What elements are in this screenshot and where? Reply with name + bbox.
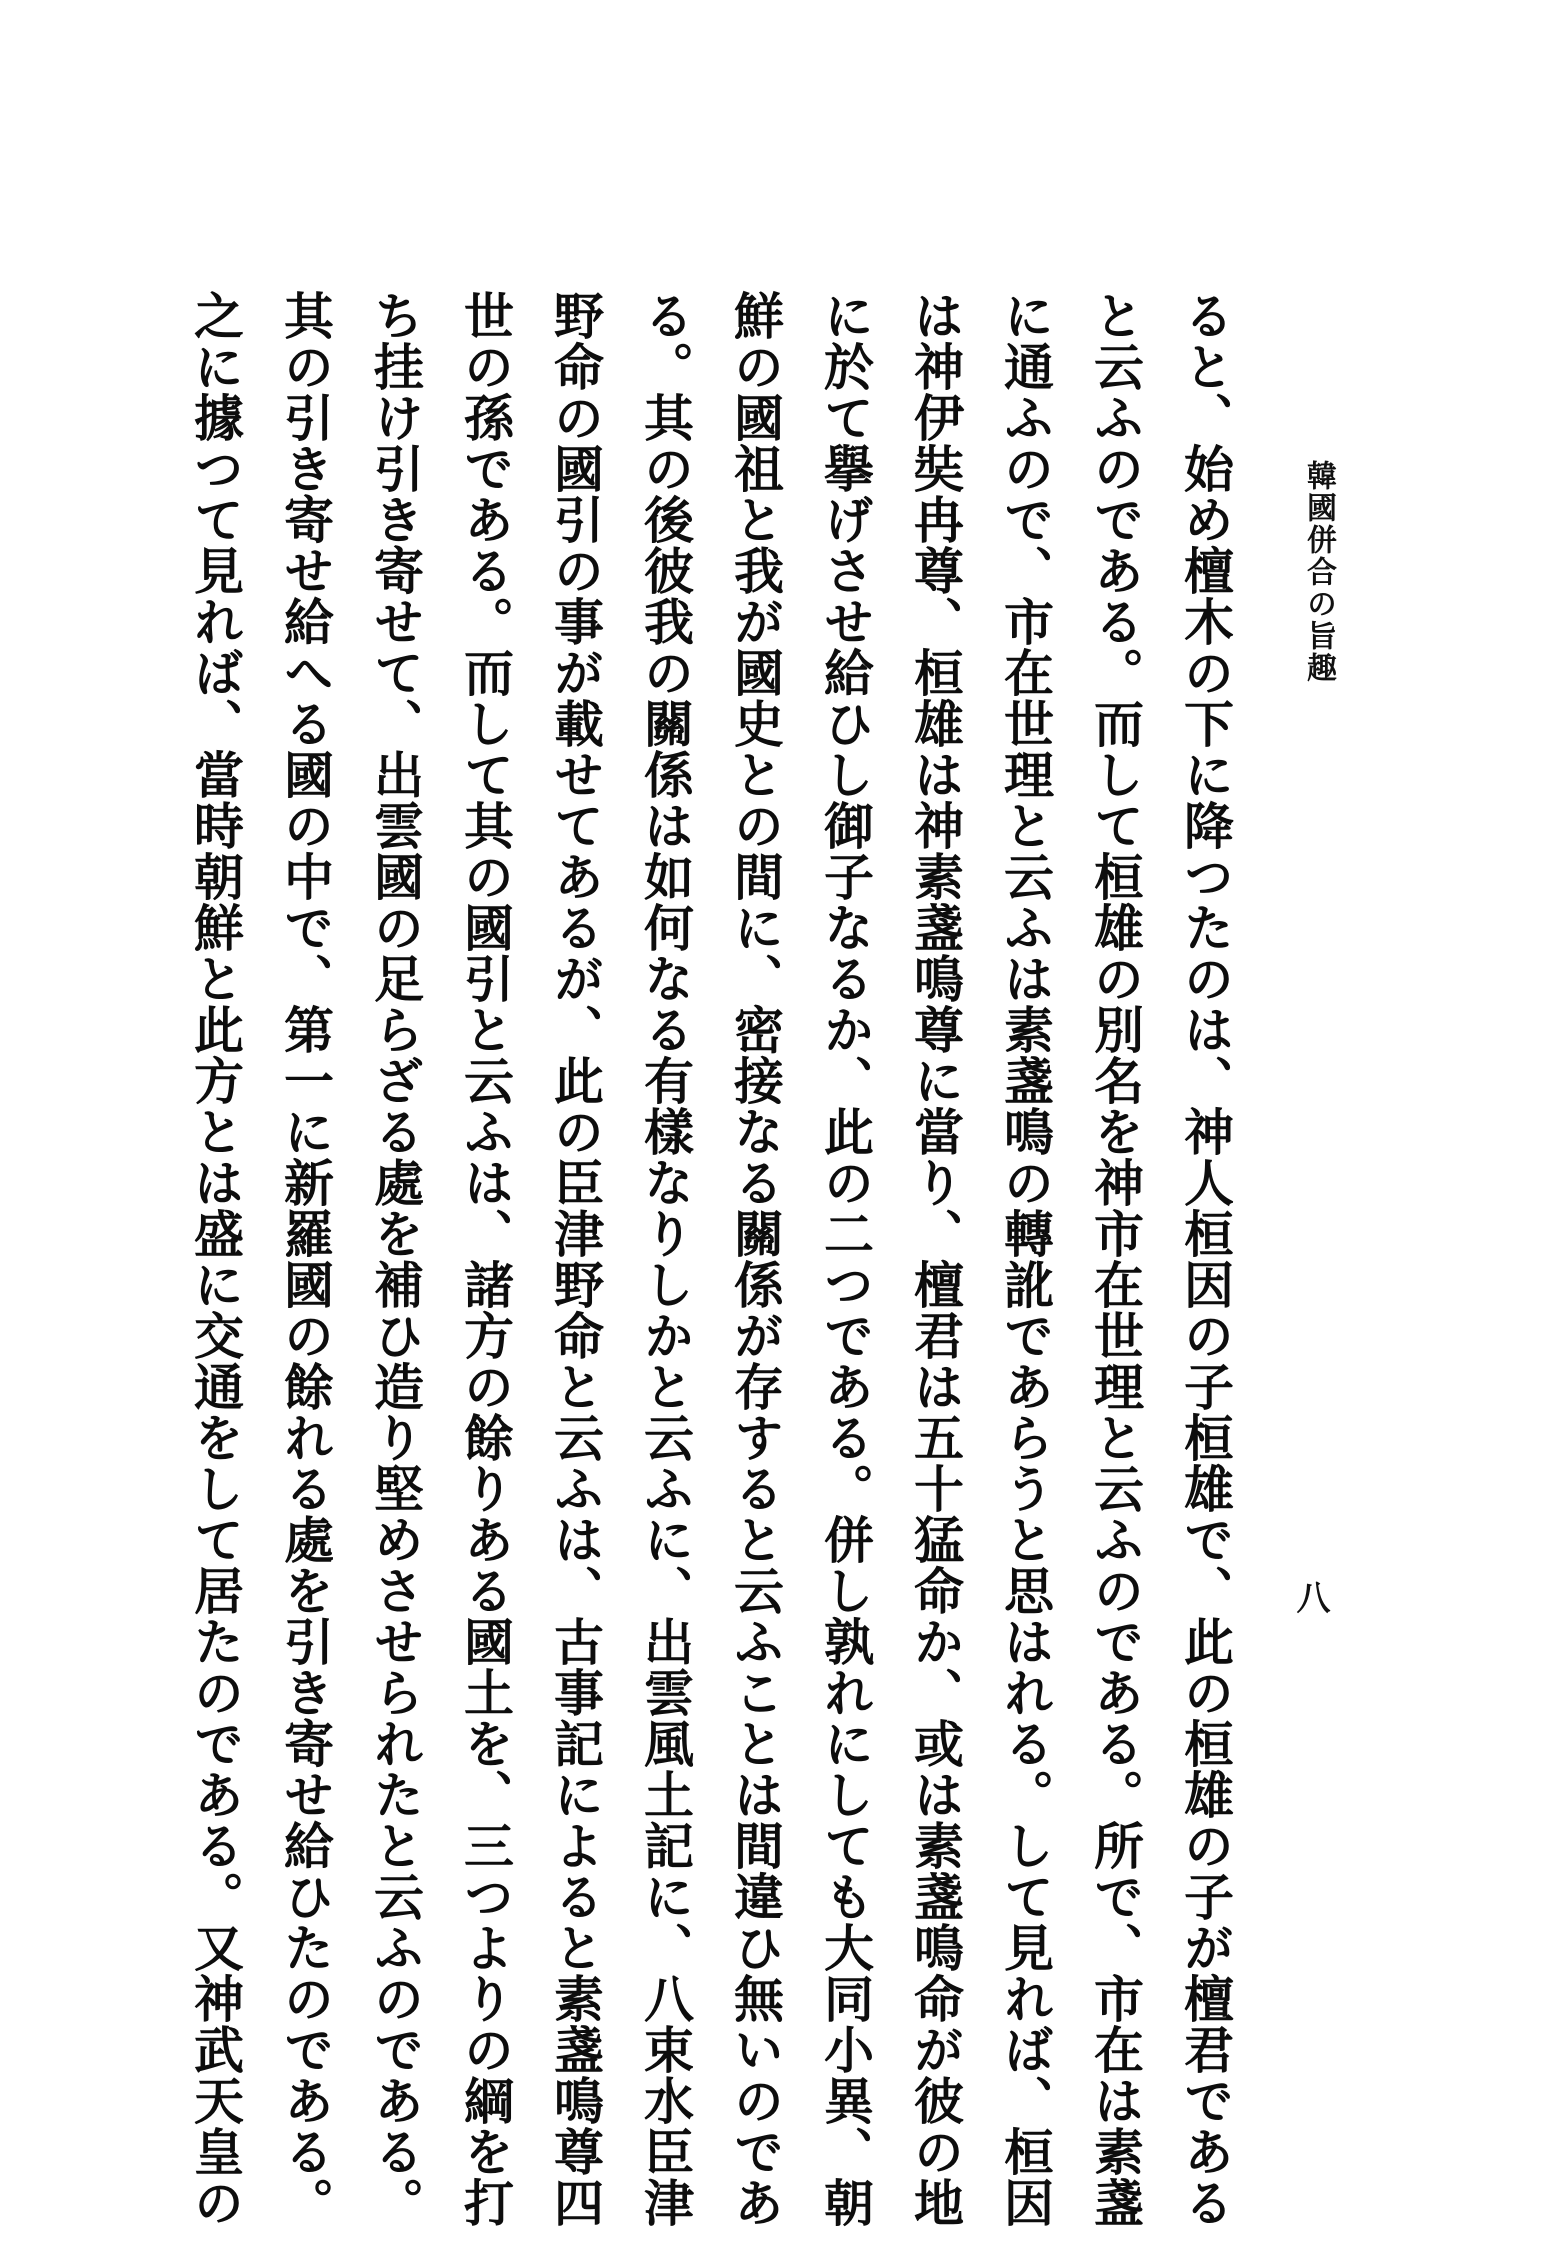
text-line: 野命の國引の事が載せてあるが、此の臣津野命と云ふは、古事記によると素盞鳴尊四 — [546, 290, 605, 2228]
running-head — [1280, 460, 1340, 1700]
text-line: に通ふので、市在世理と云ふは素盞鳴の轉訛であらうと思はれる。して見れば、桓因 — [996, 290, 1055, 2228]
page-number: 八 — [1290, 1580, 1330, 1616]
text-line: 鮮の國祖と我が國史との間に、密接なる關係が存すると云ふことは間違ひ無いのであ — [726, 290, 785, 2228]
running-title: 韓國併合の旨趣 — [1301, 460, 1336, 684]
text-line: と云ふのである。而して桓雄の別名を神市在世理と云ふのである。所で、市在は素盞 — [1086, 290, 1145, 2228]
text-line: に於て擧げさせ給ひし御子なるか、此の二つである。併し孰れにしても大同小異、朝 — [816, 290, 875, 2228]
text-line: ち挂け引き寄せて、出雲國の足らざる處を補ひ造り堅めさせられたと云ふのである。 — [366, 290, 425, 2228]
text-line: は神伊奘冉尊、桓雄は神素盞鳴尊に當り、檀君は五十猛命か、或は素盞鳴命が彼の地 — [906, 290, 965, 2228]
text-line: 其の引き寄せ給へる國の中で、第一に新羅國の餘れる處を引き寄せ給ひたのである。 — [276, 290, 335, 2228]
text-line: ると、始め檀木の下に降つたのは、神人桓因の子桓雄で、此の桓雄の子が檀君である — [1176, 290, 1235, 2228]
body-text — [186, 290, 1250, 2228]
text-line: る。其の後彼我の關係は如何なる有樣なりしかと云ふに、出雲風土記に、八束水臣津 — [636, 290, 695, 2228]
text-line: 之に據つて見れば、當時朝鮮と此方とは盛に交通をして居たのである。又神武天皇の — [186, 290, 245, 2228]
text-line: 世の孫である。而して其の國引と云ふは、諸方の餘りある國土を、三つよりの綱を打 — [456, 290, 515, 2228]
